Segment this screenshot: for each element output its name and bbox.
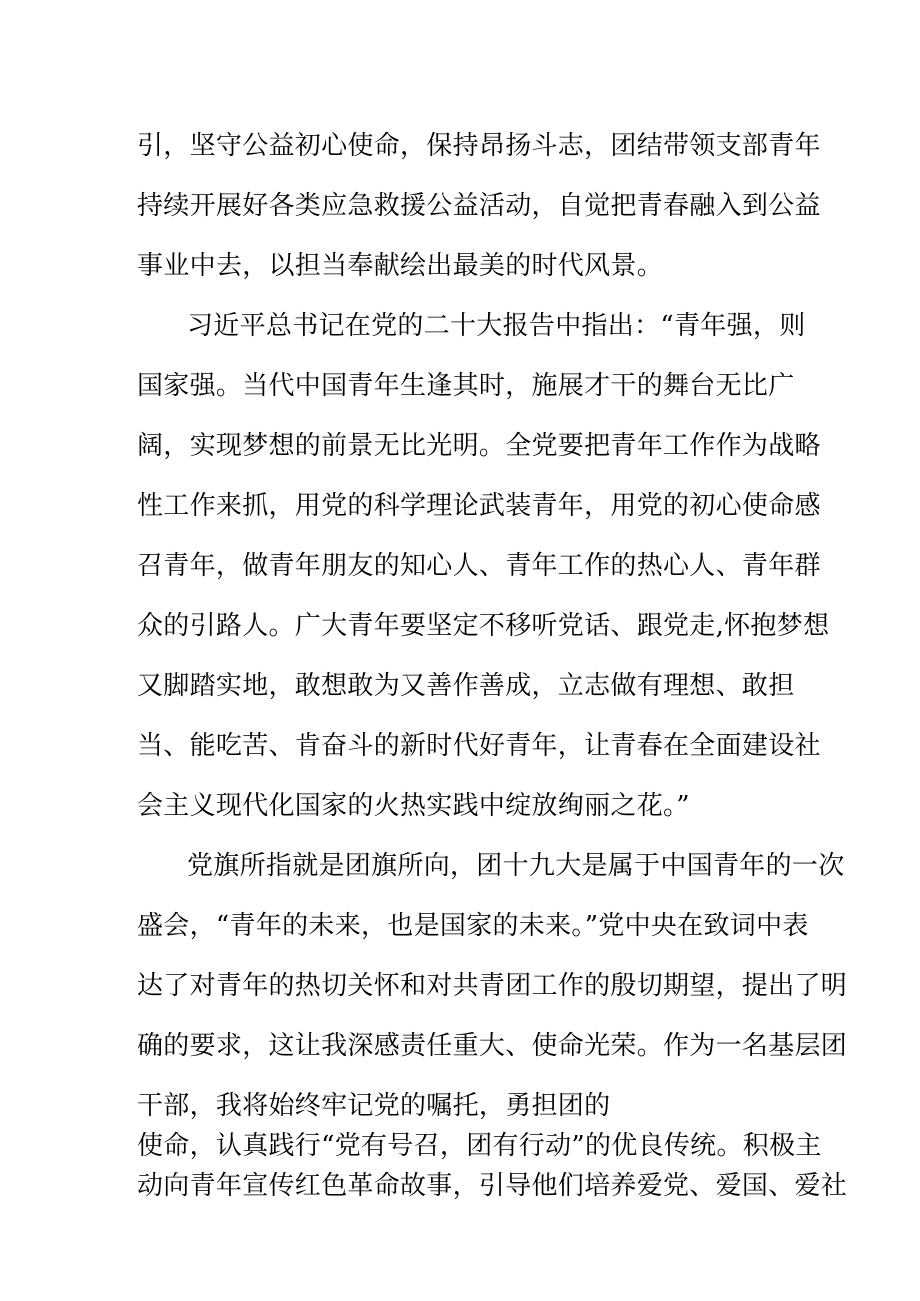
paragraph-line: 达了对青年的热切关怀和对共青团工作的殷切期望，提出了明	[137, 971, 848, 1001]
paragraph-line: 性工作来抓，用党的科学理论武装青年，用党的初心使命感	[137, 491, 821, 521]
paragraph-line: 引，坚守公益初心使命，保持昂扬斗志，团结带领支部青年	[137, 131, 821, 161]
paragraph-line: 又脚踏实地，敢想敢为又善作善成，立志做有理想、敢担	[137, 671, 795, 701]
paragraph-line: 确的要求，这让我深感责任重大、使命光荣。作为一名基层团	[137, 1031, 848, 1061]
paragraph-line: 阔，实现梦想的前景无比光明。全党要把青年工作作为战略	[137, 431, 821, 461]
paragraph-line: 召青年，做青年朋友的知心人、青年工作的热心人、青年群	[137, 551, 821, 581]
paragraph-line: 事业中去，以担当奉献绘出最美的时代风景。	[137, 251, 664, 281]
paragraph-line: 会主义现代化国家的火热实践中绽放绚丽之花。”	[137, 791, 690, 821]
paragraph-line: 党旗所指就是团旗所向，团十九大是属于中国青年的一次	[187, 851, 845, 881]
paragraph-line: 干部，我将始终牢记党的嘱托，勇担团的	[137, 1091, 611, 1121]
paragraph-line: 众的引路人。广大青年要坚定不移听党话、跟党走,怀抱梦想	[137, 611, 830, 641]
paragraph-line: 使命，认真践行“党有号召，团有行动”的优良传统。积极主	[137, 1131, 822, 1161]
paragraph-line: 当、能吃苦、肯奋斗的新时代好青年，让青春在全面建设社	[137, 731, 821, 761]
paragraph-line: 持续开展好各类应急救援公益活动，自觉把青春融入到公益	[137, 191, 821, 221]
paragraph-line: 盛会，“青年的未来，也是国家的未来。”党中央在致词中表	[137, 911, 809, 941]
paragraph-line: 习近平总书记在党的二十大报告中指出：“青年强，则	[187, 311, 806, 341]
paragraph-line: 动向青年宣传红色革命故事，引导他们培养爱党、爱国、爱社	[137, 1171, 848, 1201]
paragraph-line: 国家强。当代中国青年生逢其时，施展才干的舞台无比广	[137, 371, 795, 401]
